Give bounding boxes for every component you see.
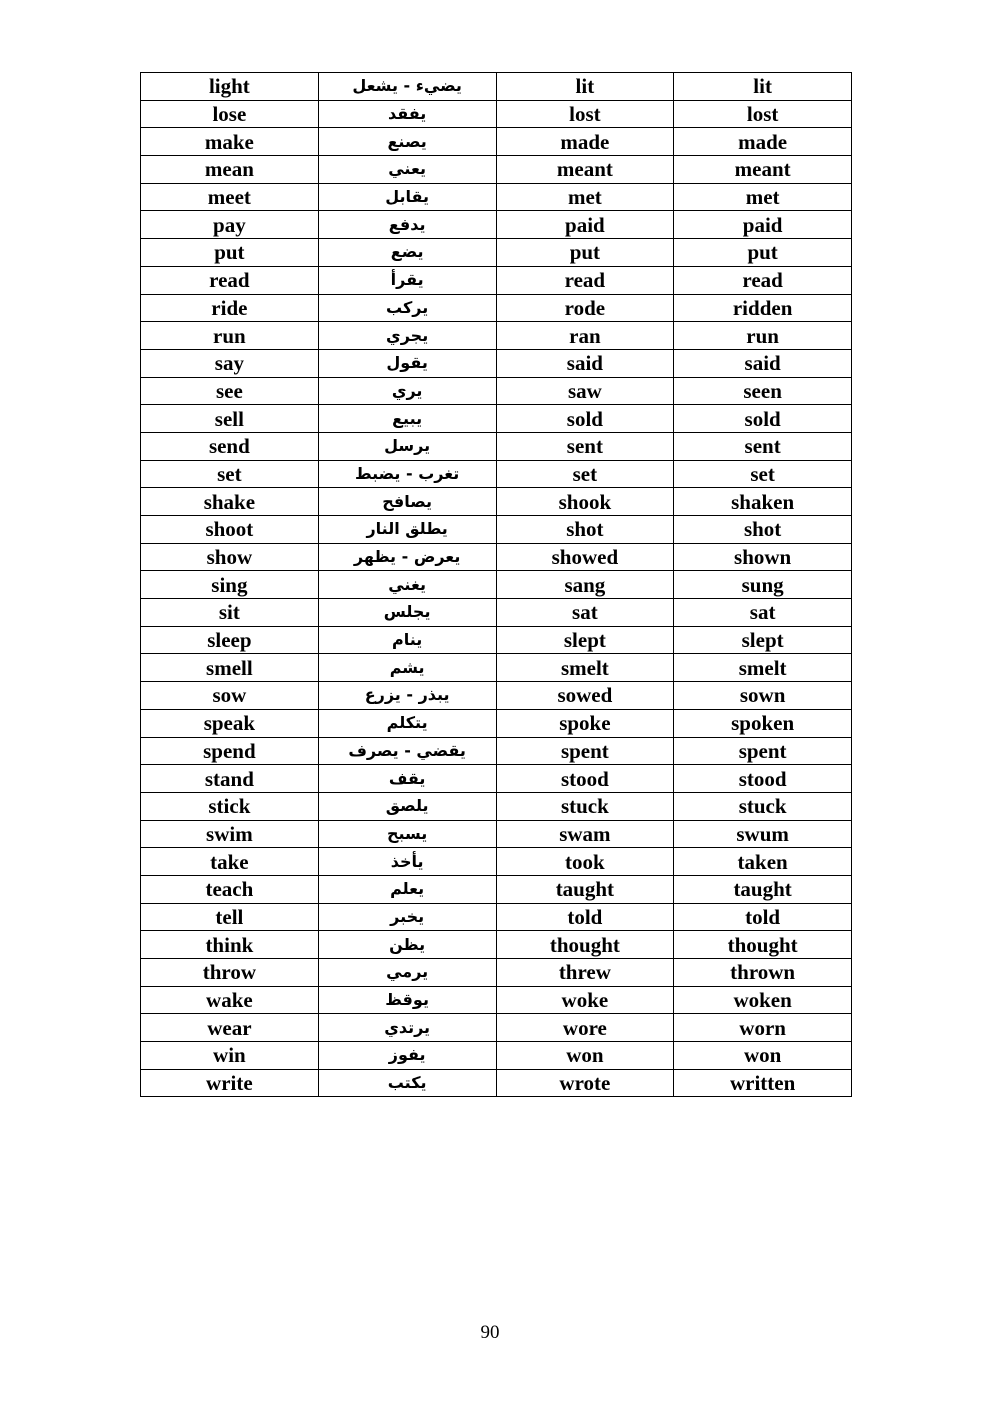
past-simple-cell: stuck bbox=[496, 792, 674, 820]
past-participle-cell: taken bbox=[674, 848, 852, 876]
past-simple-cell: sold bbox=[496, 405, 674, 433]
base-form-cell: run bbox=[141, 322, 319, 350]
base-form-cell: sit bbox=[141, 599, 319, 627]
past-simple-cell: told bbox=[496, 903, 674, 931]
table-row bbox=[141, 709, 852, 737]
table-row bbox=[141, 239, 852, 267]
table-row bbox=[141, 377, 852, 405]
table-row bbox=[141, 1014, 852, 1042]
past-simple-cell: paid bbox=[496, 211, 674, 239]
past-simple-cell: lit bbox=[496, 73, 674, 101]
arabic-meaning-cell: يقرأ bbox=[318, 266, 496, 294]
past-simple-cell: swam bbox=[496, 820, 674, 848]
past-simple-cell: meant bbox=[496, 156, 674, 184]
table-row bbox=[141, 1042, 852, 1070]
table-row bbox=[141, 654, 852, 682]
arabic-meaning-cell: يغني bbox=[318, 571, 496, 599]
table-row bbox=[141, 875, 852, 903]
past-participle-cell: stood bbox=[674, 765, 852, 793]
arabic-meaning-cell: يرتدي bbox=[318, 1014, 496, 1042]
table-row bbox=[141, 931, 852, 959]
base-form-cell: smell bbox=[141, 654, 319, 682]
past-simple-cell: wore bbox=[496, 1014, 674, 1042]
table-row bbox=[141, 322, 852, 350]
past-simple-cell: spoke bbox=[496, 709, 674, 737]
past-participle-cell: put bbox=[674, 239, 852, 267]
base-form-cell: think bbox=[141, 931, 319, 959]
arabic-meaning-cell: يكتب bbox=[318, 1069, 496, 1097]
table-row bbox=[141, 820, 852, 848]
arabic-meaning-cell: يخبر bbox=[318, 903, 496, 931]
arabic-meaning-cell: يعني bbox=[318, 156, 496, 184]
table-row bbox=[141, 848, 852, 876]
arabic-meaning-cell: يفقد bbox=[318, 100, 496, 128]
past-participle-cell: seen bbox=[674, 377, 852, 405]
past-simple-cell: put bbox=[496, 239, 674, 267]
table-row bbox=[141, 460, 852, 488]
past-simple-cell: slept bbox=[496, 626, 674, 654]
table-row bbox=[141, 737, 852, 765]
past-simple-cell: sowed bbox=[496, 682, 674, 710]
table-row bbox=[141, 599, 852, 627]
arabic-meaning-cell: يعلم bbox=[318, 875, 496, 903]
table-row bbox=[141, 543, 852, 571]
base-form-cell: sing bbox=[141, 571, 319, 599]
past-simple-cell: saw bbox=[496, 377, 674, 405]
past-simple-cell: won bbox=[496, 1042, 674, 1070]
base-form-cell: speak bbox=[141, 709, 319, 737]
table-row bbox=[141, 682, 852, 710]
table-row bbox=[141, 294, 852, 322]
arabic-meaning-cell: يسبح bbox=[318, 820, 496, 848]
arabic-meaning-cell: يرمي bbox=[318, 959, 496, 987]
past-simple-cell: read bbox=[496, 266, 674, 294]
past-participle-cell: made bbox=[674, 128, 852, 156]
past-participle-cell: ridden bbox=[674, 294, 852, 322]
base-form-cell: say bbox=[141, 349, 319, 377]
past-simple-cell: sang bbox=[496, 571, 674, 599]
past-participle-cell: met bbox=[674, 183, 852, 211]
arabic-meaning-cell: يتكلم bbox=[318, 709, 496, 737]
past-simple-cell: made bbox=[496, 128, 674, 156]
past-participle-cell: told bbox=[674, 903, 852, 931]
arabic-meaning-cell: يبذر - يزرع bbox=[318, 682, 496, 710]
base-form-cell: shoot bbox=[141, 516, 319, 544]
arabic-meaning-cell: يقف bbox=[318, 765, 496, 793]
table-row bbox=[141, 349, 852, 377]
table-row bbox=[141, 765, 852, 793]
base-form-cell: sell bbox=[141, 405, 319, 433]
past-participle-cell: spent bbox=[674, 737, 852, 765]
arabic-meaning-cell: يلصق bbox=[318, 792, 496, 820]
base-form-cell: wake bbox=[141, 986, 319, 1014]
past-participle-cell: stuck bbox=[674, 792, 852, 820]
past-simple-cell: spent bbox=[496, 737, 674, 765]
past-simple-cell: shook bbox=[496, 488, 674, 516]
arabic-meaning-cell: يصنع bbox=[318, 128, 496, 156]
base-form-cell: mean bbox=[141, 156, 319, 184]
table-row bbox=[141, 266, 852, 294]
past-participle-cell: shot bbox=[674, 516, 852, 544]
arabic-meaning-cell: يشم bbox=[318, 654, 496, 682]
arabic-meaning-cell: يقضي - يصرف bbox=[318, 737, 496, 765]
base-form-cell: pay bbox=[141, 211, 319, 239]
arabic-meaning-cell: ينام bbox=[318, 626, 496, 654]
past-participle-cell: shaken bbox=[674, 488, 852, 516]
table-row bbox=[141, 156, 852, 184]
base-form-cell: stand bbox=[141, 765, 319, 793]
past-participle-cell: run bbox=[674, 322, 852, 350]
past-simple-cell: threw bbox=[496, 959, 674, 987]
arabic-meaning-cell: يطلق النار bbox=[318, 516, 496, 544]
base-form-cell: sleep bbox=[141, 626, 319, 654]
past-simple-cell: met bbox=[496, 183, 674, 211]
past-participle-cell: sown bbox=[674, 682, 852, 710]
table-row bbox=[141, 128, 852, 156]
base-form-cell: win bbox=[141, 1042, 319, 1070]
table-row bbox=[141, 903, 852, 931]
base-form-cell: read bbox=[141, 266, 319, 294]
base-form-cell: meet bbox=[141, 183, 319, 211]
base-form-cell: take bbox=[141, 848, 319, 876]
table-row bbox=[141, 100, 852, 128]
base-form-cell: sow bbox=[141, 682, 319, 710]
table-row bbox=[141, 571, 852, 599]
past-participle-cell: shown bbox=[674, 543, 852, 571]
base-form-cell: shake bbox=[141, 488, 319, 516]
past-simple-cell: rode bbox=[496, 294, 674, 322]
base-form-cell: lose bbox=[141, 100, 319, 128]
arabic-meaning-cell: يقابل bbox=[318, 183, 496, 211]
past-participle-cell: written bbox=[674, 1069, 852, 1097]
base-form-cell: throw bbox=[141, 959, 319, 987]
arabic-meaning-cell: يعرض - يظهر bbox=[318, 543, 496, 571]
base-form-cell: put bbox=[141, 239, 319, 267]
table-row bbox=[141, 1069, 852, 1097]
past-simple-cell: ran bbox=[496, 322, 674, 350]
arabic-meaning-cell: يرسل bbox=[318, 432, 496, 460]
base-form-cell: stick bbox=[141, 792, 319, 820]
table-row bbox=[141, 792, 852, 820]
base-form-cell: ride bbox=[141, 294, 319, 322]
past-simple-cell: lost bbox=[496, 100, 674, 128]
arabic-meaning-cell: يوقظ bbox=[318, 986, 496, 1014]
past-participle-cell: meant bbox=[674, 156, 852, 184]
arabic-meaning-cell: يبيع bbox=[318, 405, 496, 433]
arabic-meaning-cell: يركب bbox=[318, 294, 496, 322]
past-participle-cell: spoken bbox=[674, 709, 852, 737]
past-participle-cell: sung bbox=[674, 571, 852, 599]
arabic-meaning-cell: يجري bbox=[318, 322, 496, 350]
past-simple-cell: sat bbox=[496, 599, 674, 627]
past-participle-cell: set bbox=[674, 460, 852, 488]
past-simple-cell: took bbox=[496, 848, 674, 876]
past-participle-cell: worn bbox=[674, 1014, 852, 1042]
past-participle-cell: paid bbox=[674, 211, 852, 239]
table-row bbox=[141, 516, 852, 544]
table-row bbox=[141, 488, 852, 516]
table-row bbox=[141, 626, 852, 654]
arabic-meaning-cell: يضع bbox=[318, 239, 496, 267]
past-participle-cell: woken bbox=[674, 986, 852, 1014]
arabic-meaning-cell: يأخذ bbox=[318, 848, 496, 876]
base-form-cell: make bbox=[141, 128, 319, 156]
irregular-verbs-table bbox=[140, 72, 852, 1097]
past-participle-cell: read bbox=[674, 266, 852, 294]
past-participle-cell: lost bbox=[674, 100, 852, 128]
base-form-cell: teach bbox=[141, 875, 319, 903]
past-simple-cell: stood bbox=[496, 765, 674, 793]
past-simple-cell: set bbox=[496, 460, 674, 488]
base-form-cell: send bbox=[141, 432, 319, 460]
base-form-cell: see bbox=[141, 377, 319, 405]
table-row bbox=[141, 183, 852, 211]
past-participle-cell: slept bbox=[674, 626, 852, 654]
arabic-meaning-cell: يري bbox=[318, 377, 496, 405]
arabic-meaning-cell: يصافح bbox=[318, 488, 496, 516]
table-row bbox=[141, 959, 852, 987]
base-form-cell: wear bbox=[141, 1014, 319, 1042]
base-form-cell: set bbox=[141, 460, 319, 488]
past-participle-cell: smelt bbox=[674, 654, 852, 682]
table-row bbox=[141, 211, 852, 239]
base-form-cell: spend bbox=[141, 737, 319, 765]
past-participle-cell: sent bbox=[674, 432, 852, 460]
base-form-cell: show bbox=[141, 543, 319, 571]
base-form-cell: tell bbox=[141, 903, 319, 931]
past-simple-cell: showed bbox=[496, 543, 674, 571]
past-participle-cell: said bbox=[674, 349, 852, 377]
arabic-meaning-cell: يفوز bbox=[318, 1042, 496, 1070]
arabic-meaning-cell: يقول bbox=[318, 349, 496, 377]
arabic-meaning-cell: يضيء - يشعل bbox=[318, 73, 496, 101]
verb-table-body bbox=[141, 73, 852, 1097]
past-simple-cell: sent bbox=[496, 432, 674, 460]
table-row bbox=[141, 432, 852, 460]
past-simple-cell: smelt bbox=[496, 654, 674, 682]
table-row bbox=[141, 986, 852, 1014]
past-simple-cell: thought bbox=[496, 931, 674, 959]
past-simple-cell: woke bbox=[496, 986, 674, 1014]
past-participle-cell: won bbox=[674, 1042, 852, 1070]
past-simple-cell: shot bbox=[496, 516, 674, 544]
arabic-meaning-cell: يدفع bbox=[318, 211, 496, 239]
table-row bbox=[141, 73, 852, 101]
page-number: 90 bbox=[480, 1322, 500, 1343]
past-participle-cell: sold bbox=[674, 405, 852, 433]
past-participle-cell: thought bbox=[674, 931, 852, 959]
past-simple-cell: wrote bbox=[496, 1069, 674, 1097]
past-participle-cell: thrown bbox=[674, 959, 852, 987]
past-participle-cell: lit bbox=[674, 73, 852, 101]
past-simple-cell: taught bbox=[496, 875, 674, 903]
table-row bbox=[141, 405, 852, 433]
base-form-cell: light bbox=[141, 73, 319, 101]
past-participle-cell: taught bbox=[674, 875, 852, 903]
arabic-meaning-cell: يجلس bbox=[318, 599, 496, 627]
base-form-cell: write bbox=[141, 1069, 319, 1097]
base-form-cell: swim bbox=[141, 820, 319, 848]
arabic-meaning-cell: يظن bbox=[318, 931, 496, 959]
past-simple-cell: said bbox=[496, 349, 674, 377]
past-participle-cell: sat bbox=[674, 599, 852, 627]
past-participle-cell: swum bbox=[674, 820, 852, 848]
arabic-meaning-cell: تغرب - يضبط bbox=[318, 460, 496, 488]
